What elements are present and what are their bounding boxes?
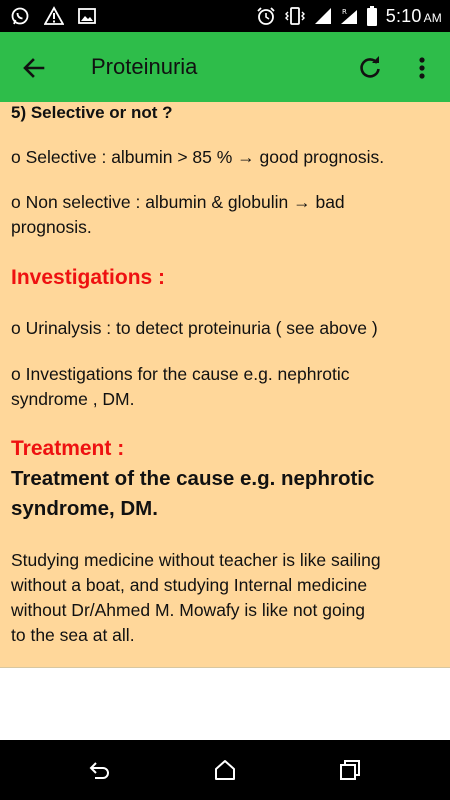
treatment-line-1: Treatment of the cause e.g. nephrotic [11,467,375,490]
page-title: Proteinuria [91,54,198,79]
quote-line-3: without Dr/Ahmed M. Mowafy is like not going [11,600,366,620]
system-nav-bar [0,740,450,800]
vibrate-icon [284,6,306,26]
signal-icon [314,6,332,26]
status-bar [0,0,450,32]
investigations-cause-line-2: syndrome , DM. [11,389,135,409]
investigations-cause-line-1: o Investigations for the cause e.g. nephrotic [11,364,350,384]
status-right-icons [256,0,442,32]
svg-text:R: R [341,8,347,16]
quote-line-2: without a boat, and studying Internal medicine [11,575,368,595]
non-selective-line-2: prognosis. [11,217,92,237]
article-content[interactable] [0,102,450,668]
section5-heading: 5) Selective or not ? [11,103,173,122]
refresh-icon[interactable] [356,54,384,82]
arrow-back-icon[interactable] [20,54,48,82]
app-bar [0,32,450,102]
whatsapp-icon [10,6,30,26]
status-left-icons [10,0,96,32]
quote-line-1: Studying medicine without teacher is like sailing [11,550,381,570]
quote-line-4: to the sea at all. [11,625,135,645]
battery-icon [366,5,378,27]
urinalysis-line: o Urinalysis : to detect proteinuria ( see above ) [11,318,378,338]
treatment-line-2: syndrome, DM. [11,497,158,520]
investigations-heading: Investigations : [11,266,166,289]
image-icon [78,7,96,25]
back-icon[interactable] [88,758,112,782]
recents-icon[interactable] [338,758,362,782]
home-icon[interactable] [213,758,237,782]
selective-line: o Selective : albumin > 85 % → good prognosis. [11,147,385,167]
alarm-icon [256,6,276,26]
more-vert-icon[interactable] [410,54,434,82]
treatment-heading: Treatment : [11,437,125,460]
signal-roaming-icon [340,6,358,26]
status-time: 5:10 AM [385,5,442,26]
non-selective-line-1: o Non selective : albumin & globulin → bad [11,192,345,212]
warning-icon [44,6,64,26]
